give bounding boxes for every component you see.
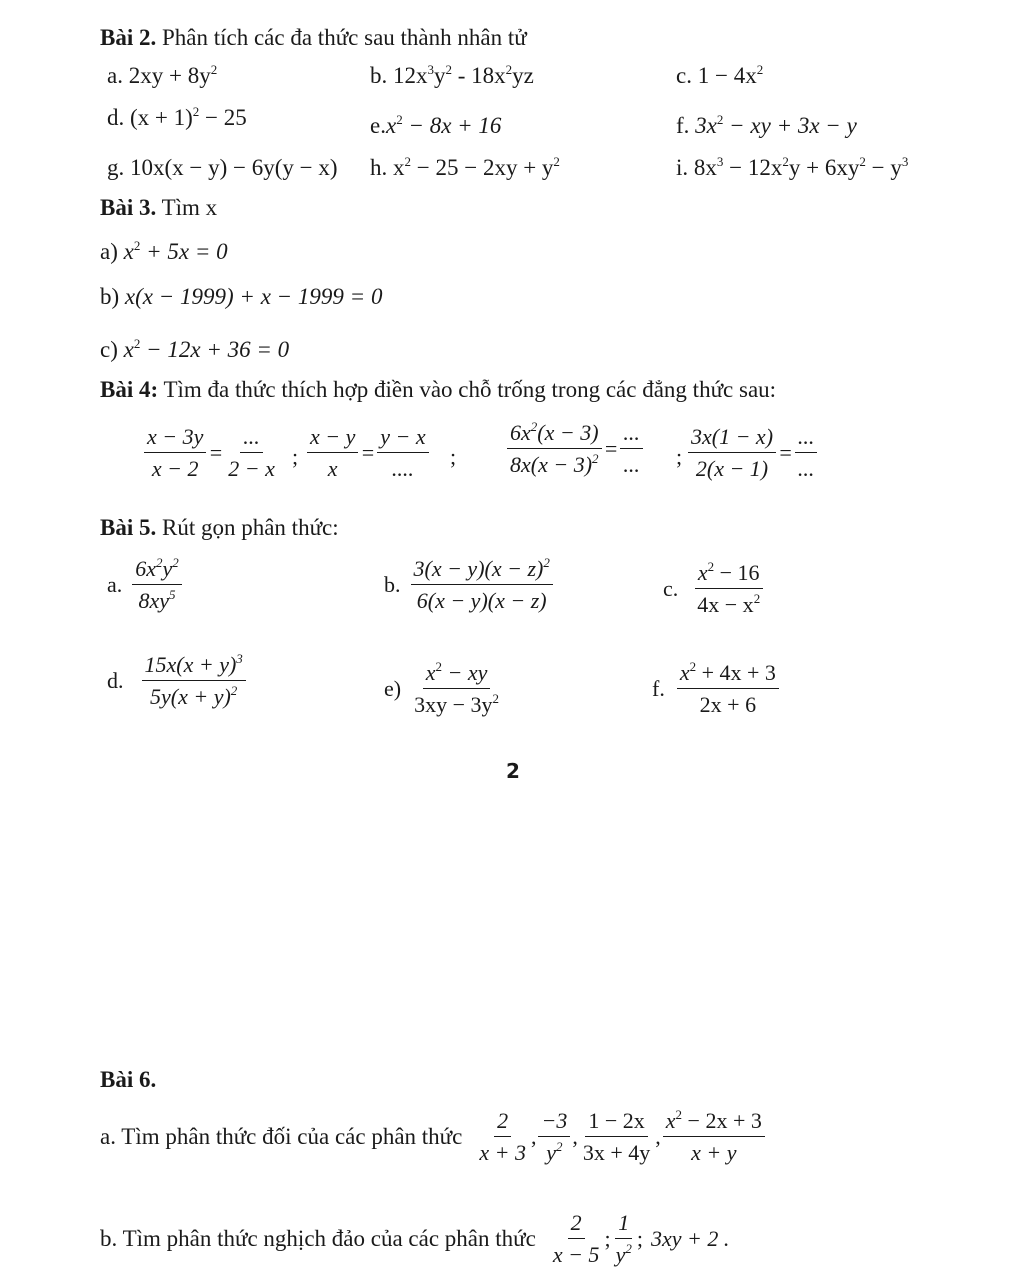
denominator: ... [623, 452, 640, 477]
item-label: a. [107, 63, 123, 88]
bai2-item-g [107, 154, 338, 182]
bai2-item-d [107, 104, 247, 132]
bai3-heading [100, 194, 217, 222]
numerator: 3x(1 − x) [688, 424, 776, 453]
numerator [423, 660, 491, 689]
exponent: 2 [133, 336, 141, 351]
separator: ; [636, 1226, 643, 1251]
exponent: 2 [210, 62, 218, 77]
item-label: d. [107, 105, 125, 130]
expression: − y [865, 155, 902, 180]
exponent: 2 [445, 62, 452, 77]
exponent: 2 [543, 555, 550, 570]
term: 3(x − y)(x − z) [413, 556, 544, 581]
exponent: 5 [169, 587, 176, 602]
numerator: 1 − 2x [585, 1108, 647, 1137]
denominator [694, 589, 763, 618]
bai2-text: Phân tích các đa thức sau thành nhân tử [156, 25, 527, 50]
term: − 16 [714, 560, 760, 585]
exponent: 2 [172, 555, 179, 570]
item-label: g. [107, 155, 125, 180]
question-text: a. Tìm phân thức đối của các phân thức [100, 1124, 463, 1149]
expression: − 25 − 2xy + y [411, 155, 554, 180]
term: 8x(x − 3) [510, 452, 593, 477]
bai4-equation-4: $\frac{3x(1 - x)}{2(x - 1)}$ = $\frac{...}{...}$ [686, 424, 819, 482]
numerator: x − y [307, 424, 358, 453]
exponent: 2 [625, 1241, 632, 1256]
denominator: x − 2 [151, 456, 199, 481]
denominator [136, 585, 179, 614]
bai3-title: Bài 3. [100, 195, 157, 220]
expression: 2xy + 8y [128, 63, 211, 88]
bai6-title: Bài 6. [100, 1067, 157, 1092]
fraction [550, 1210, 603, 1268]
exponent: 2 [553, 154, 560, 169]
numerator [507, 420, 602, 449]
fraction [663, 1108, 765, 1166]
expression: − 12x + 36 = 0 [140, 337, 290, 362]
exponent: 2 [530, 419, 538, 434]
term: x [697, 560, 708, 585]
fraction [225, 424, 278, 482]
item-label: c) [100, 337, 118, 362]
bai3-item-b [100, 283, 382, 311]
exponent: 2 [404, 154, 411, 169]
item-label: c. [676, 63, 692, 88]
exponent: 2 [689, 659, 697, 674]
question-text: b. Tìm phân thức nghịch đảo của các phân thức [100, 1226, 536, 1251]
fraction [580, 1108, 653, 1166]
exponent: 2 [505, 62, 513, 77]
exponent: 2 [192, 104, 200, 119]
bai5-heading [100, 514, 339, 542]
item-label: c. [663, 576, 679, 601]
term: 3xy − 3y [414, 692, 493, 717]
bai2-item-c [676, 62, 763, 90]
bai4-equation-1: $\frac{x - 3y}{x - 2}$ = $\frac{...}{2 - x}$ [142, 424, 280, 482]
bai5-item-f [652, 660, 781, 718]
exponent: 2 [396, 112, 403, 127]
expression: x(x − 1999) + x − 1999 = 0 [124, 284, 383, 309]
numerator: −3 [538, 1108, 570, 1137]
bai2-title: Bài 2. [100, 25, 157, 50]
bai4-heading [100, 376, 776, 404]
exponent: 2 [492, 691, 500, 706]
numerator [677, 660, 779, 689]
exponent: 2 [859, 154, 866, 169]
expression: yz [512, 63, 534, 88]
bai4-equation-3: $\frac{6x^2(x - 3)}{8x(x - 3)^2}$ = $\frac{...}{...}$ [505, 420, 645, 478]
item-label: a. [107, 572, 123, 597]
denominator: 2(x − 1) [695, 456, 769, 481]
bai5-item-d [107, 652, 248, 710]
denominator [147, 681, 240, 710]
expression: 3x [695, 113, 717, 138]
bai2-item-e [370, 112, 501, 140]
term: 6x [135, 556, 157, 581]
expression: y + 6xy [788, 155, 860, 180]
term: − xy [442, 660, 488, 685]
numerator [142, 652, 246, 681]
term: (x − 3) [537, 420, 599, 445]
bai5-item-a [107, 556, 184, 614]
expression: 1 − 4x [697, 63, 757, 88]
separator: , [655, 1124, 661, 1149]
separator: ; [676, 444, 683, 469]
exponent: 2 [716, 112, 724, 127]
fraction [132, 556, 182, 614]
expression: 10x(x − y) − 6y(y − x) [130, 155, 338, 180]
item-label: h. [370, 155, 388, 180]
exponent: 3 [716, 154, 724, 169]
denominator: 2x + 6 [699, 692, 757, 717]
numerator [663, 1108, 765, 1137]
fraction [694, 560, 763, 618]
exponent: 2 [556, 1139, 563, 1154]
fraction [411, 660, 502, 718]
numerator: 2 [494, 1108, 511, 1137]
denominator [543, 1137, 565, 1166]
exponent: 2 [782, 154, 789, 169]
bai2-item-i [676, 154, 908, 182]
numerator: y − x [377, 424, 428, 453]
denominator [411, 689, 502, 718]
exponent: 2 [156, 555, 163, 570]
bai3-item-a [100, 238, 228, 266]
exponent: 2 [756, 62, 764, 77]
bai2-item-h [370, 154, 560, 182]
expression: − 25 [199, 105, 247, 130]
fraction [307, 424, 358, 482]
page-number: 2 [506, 759, 520, 783]
exponent: 2 [592, 451, 599, 466]
separator: ; [450, 444, 457, 469]
exponent: 2 [753, 591, 761, 606]
bai2-item-f [676, 112, 857, 140]
bai2-item-a [107, 62, 217, 90]
term: y [615, 1242, 626, 1267]
numerator: ... [795, 424, 818, 453]
exponent: 3 [427, 62, 434, 77]
expression: 3xy + 2 . [650, 1226, 730, 1251]
bai6-item-b [100, 1210, 729, 1268]
bai3-text: Tìm x [156, 195, 218, 220]
fraction [613, 1210, 635, 1268]
denominator: 6(x − y)(x − z) [416, 588, 547, 613]
term: 15x(x + y) [144, 652, 237, 677]
numerator: ... [620, 420, 643, 449]
bai5-item-c [663, 560, 765, 618]
bai4-title: Bài 4: [100, 377, 159, 402]
bai5-item-b [384, 556, 555, 614]
denominator: x − 5 [552, 1242, 600, 1267]
item-label: f. [676, 113, 690, 138]
denominator [507, 449, 602, 478]
item-label: i. [676, 155, 689, 180]
denominator: x + 3 [479, 1140, 526, 1165]
term: 8xy [138, 588, 170, 613]
item-label: f. [652, 676, 665, 701]
expression: − xy + 3x − y [723, 113, 857, 138]
expression: - 18x [452, 63, 506, 88]
fraction [688, 424, 776, 482]
separator: ; [292, 444, 299, 469]
expression: − 8x + 16 [402, 113, 502, 138]
denominator: .... [391, 456, 414, 481]
fraction [507, 420, 602, 478]
numerator [695, 560, 763, 589]
denominator: x + y [691, 1140, 737, 1165]
expression: x [123, 337, 134, 362]
bai2-heading [100, 24, 527, 52]
item-label: d. [107, 668, 124, 693]
bai5-title: Bài 5. [100, 515, 157, 540]
exponent: 2 [675, 1107, 683, 1122]
numerator: x − 3y [144, 424, 206, 453]
term: 6x [510, 420, 531, 445]
expression: − 12x [723, 155, 783, 180]
expression: x [393, 155, 405, 180]
bai4-text: Tìm đa thức thích hợp điền vào chỗ trống trong các đẳng thức sau: [158, 377, 777, 402]
term: + 4x + 3 [696, 660, 776, 685]
fraction [476, 1108, 529, 1166]
exponent: 2 [707, 559, 715, 574]
exponent: 3 [236, 651, 243, 666]
fraction [144, 424, 206, 482]
fraction [538, 1108, 570, 1166]
item-label: e) [384, 676, 402, 701]
numerator: 2 [568, 1210, 585, 1239]
bai4-equation-2: $\frac{x - y}{x}$ = $\frac{y - x}{....}$ [305, 424, 431, 482]
fraction [795, 424, 818, 482]
expression: y [434, 63, 446, 88]
item-label: b. [384, 572, 401, 597]
bai6-item-a [100, 1108, 767, 1166]
fraction [377, 424, 428, 482]
denominator [613, 1239, 635, 1268]
term: x [665, 1108, 676, 1133]
term: y [162, 556, 173, 581]
term: − 2x + 3 [682, 1108, 762, 1133]
fraction [142, 652, 246, 710]
separator: , [572, 1124, 578, 1149]
separator: , [530, 1124, 537, 1149]
term: y [546, 1140, 557, 1165]
denominator: ... [797, 456, 815, 481]
expression: 8x [693, 155, 717, 180]
fraction [620, 420, 643, 478]
item-label: e. [370, 113, 386, 138]
numerator: ... [240, 424, 263, 453]
expression: + 5x = 0 [140, 239, 228, 264]
item-label: a) [100, 239, 118, 264]
exponent: 2 [435, 659, 442, 674]
term: 5y(x + y) [150, 684, 231, 709]
numerator [132, 556, 182, 585]
expression: 12x [393, 63, 428, 88]
item-label: b) [100, 284, 120, 309]
exponent: 2 [230, 683, 238, 698]
item-label: b. [370, 63, 388, 88]
term: 4x − x [697, 592, 754, 617]
fraction [411, 556, 553, 614]
fraction [677, 660, 779, 718]
denominator: 2 − x [228, 456, 275, 481]
denominator: 3x + 4y [582, 1140, 651, 1165]
numerator: 1 [615, 1210, 632, 1239]
numerator [411, 556, 553, 585]
bai3-item-c [100, 336, 289, 364]
separator: ; [604, 1226, 611, 1251]
bai2-item-b [370, 62, 534, 90]
term: x [679, 660, 690, 685]
term: x [425, 660, 436, 685]
expression: x [385, 113, 397, 138]
bai5-item-e [384, 660, 504, 718]
denominator: x [327, 456, 338, 481]
expression: x [123, 239, 134, 264]
bai5-text: Rút gọn phân thức: [156, 515, 339, 540]
expression: (x + 1) [130, 105, 193, 130]
exponent: 3 [901, 154, 909, 169]
exponent: 2 [133, 238, 141, 253]
